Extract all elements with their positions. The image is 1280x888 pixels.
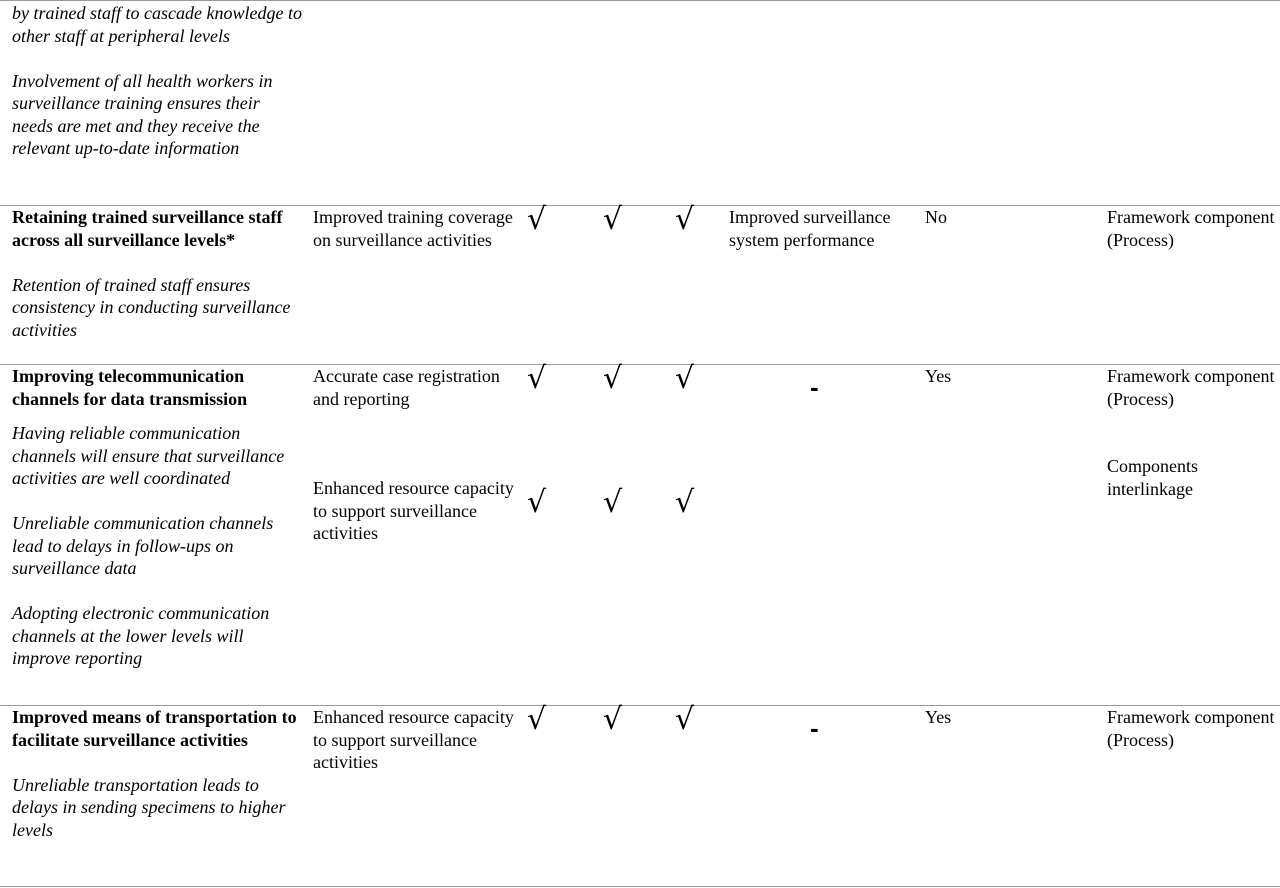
rationale-text: Involvement of all health workers in surveillance training ensures their needs are met and they receive the relevant up-to-date information — [12, 70, 273, 158]
row2-impact-dash: - — [810, 372, 819, 402]
row3-strategy-cell — [12, 706, 302, 841]
check-mark: √ — [527, 202, 547, 237]
strategy-title: Improving telecommunication channels for data transmission — [12, 366, 248, 409]
check-mark: √ — [527, 361, 547, 396]
row3-answer: Yes — [925, 707, 952, 727]
rationale-text: Retention of trained staff ensures consistency in conducting surveillance activities — [12, 274, 291, 340]
rationale-text: Unreliable transportation leads to delays in sending specimens to higher levels — [12, 774, 286, 840]
check-mark: √ — [603, 485, 623, 520]
check-mark: √ — [603, 202, 623, 237]
check-mark: √ — [675, 485, 695, 520]
row3-outcome: Enhanced resource capacity to support surveillance activities — [313, 707, 514, 772]
strategy-title: Improved means of transportation to facilitate surveillance activities — [12, 707, 297, 750]
check-mark: √ — [675, 361, 695, 396]
strategy-title: Retaining trained surveillance staff across all surveillance levels* — [12, 207, 283, 250]
row2-strategy-cell — [12, 365, 302, 670]
check-mark: √ — [675, 702, 695, 737]
row1-answer: No — [925, 207, 947, 227]
row0-rationale-cell — [12, 2, 302, 160]
rationale-text: by trained staff to cascade knowledge to other staff at peripheral levels — [12, 3, 302, 46]
row2-outcome-2: Enhanced resource capacity to support surveillance activities — [313, 478, 514, 543]
row-divider-top — [0, 0, 1280, 1]
check-mark: √ — [527, 702, 547, 737]
check-mark: √ — [603, 361, 623, 396]
rationale-text: Adopting electronic communication channels at the lower levels will improve reporting — [12, 603, 270, 668]
check-mark: √ — [675, 202, 695, 237]
check-mark: √ — [603, 702, 623, 737]
row3-framework: Framework component (Process) — [1107, 707, 1275, 750]
rationale-text: Having reliable communication channels will ensure that surveillance activities are well coordinated — [12, 423, 285, 488]
row1-framework: Framework component (Process) — [1107, 207, 1275, 250]
row1-strategy-cell — [12, 206, 302, 341]
row1-outcome: Improved training coverage on surveillance activities — [313, 207, 513, 250]
row2-outcome-1: Accurate case registration and reporting — [313, 366, 500, 409]
row3-impact-dash: - — [810, 713, 819, 743]
row2-answer: Yes — [925, 366, 952, 386]
check-mark: √ — [527, 485, 547, 520]
row1-impact: Improved surveillance system performance — [729, 207, 891, 250]
row-divider-bottom — [0, 886, 1280, 887]
rationale-text: Unreliable communication channels lead to delays in follow-ups on surveillance data — [12, 513, 274, 578]
row2-framework-1: Framework component (Process) — [1107, 366, 1275, 409]
row2-framework-2: Components interlinkage — [1107, 456, 1199, 499]
